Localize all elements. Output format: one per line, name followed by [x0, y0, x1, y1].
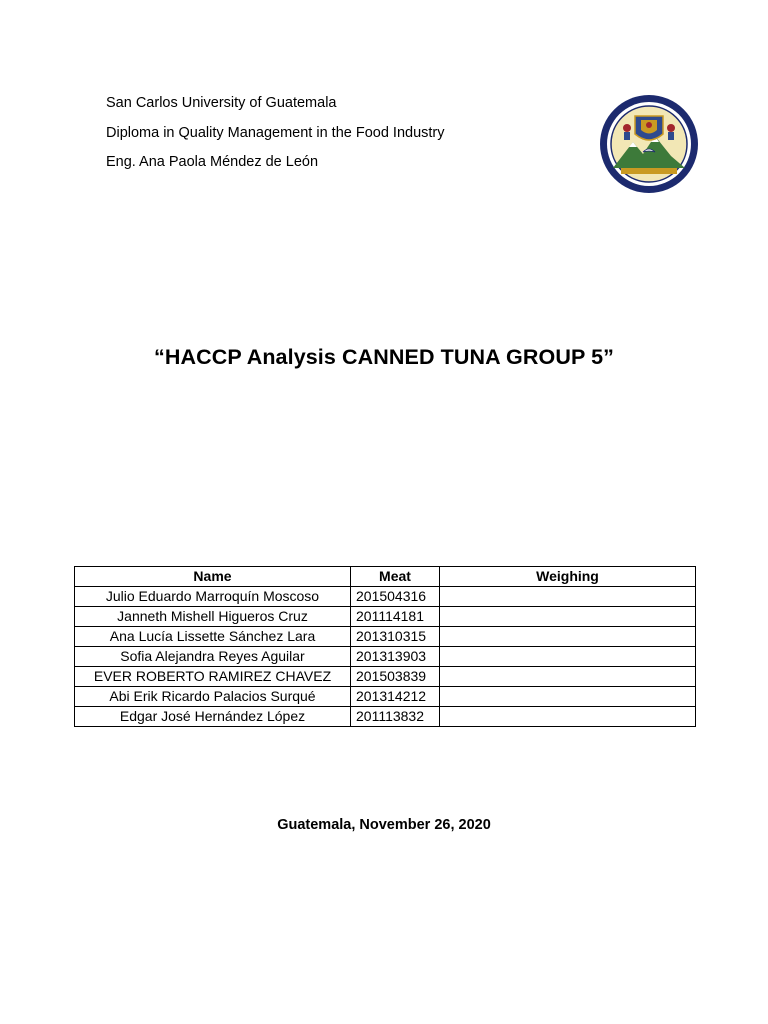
university-seal-icon: [599, 94, 699, 194]
table-row: [75, 587, 696, 607]
member-name: Julio Eduardo Marroquín Moscoso: [75, 587, 351, 607]
member-meat: 201114181: [351, 607, 440, 627]
date-line: Guatemala, November 26, 2020: [277, 817, 491, 833]
member-name: Edgar José Hernández López: [75, 707, 351, 727]
member-name: Ana Lucía Lissette Sánchez Lara: [75, 627, 351, 647]
member-weighing: [440, 607, 696, 627]
table-row: [75, 667, 696, 687]
table-row: [75, 687, 696, 707]
member-weighing: [440, 707, 696, 727]
column-header-name: Name: [75, 567, 351, 587]
member-weighing: [440, 687, 696, 707]
member-weighing: [440, 667, 696, 687]
member-meat: 201113832: [351, 707, 440, 727]
member-weighing: [440, 627, 696, 647]
member-weighing: [440, 587, 696, 607]
member-name: EVER ROBERTO RAMIREZ CHAVEZ: [75, 667, 351, 687]
member-name: Abi Erik Ricardo Palacios Surqué: [75, 687, 351, 707]
table-header-row: [75, 567, 696, 587]
document-title: “HACCP Analysis CANNED TUNA GROUP 5”: [154, 345, 614, 369]
member-meat: 201310315: [351, 627, 440, 647]
university-name: San Carlos University of Guatemala: [106, 95, 337, 111]
column-header-meat: Meat: [351, 567, 440, 587]
group-members-table: [74, 566, 696, 727]
document-header: [106, 89, 445, 178]
member-meat: 201504316: [351, 587, 440, 607]
member-meat: 201314212: [351, 687, 440, 707]
member-weighing: [440, 647, 696, 667]
table-row: [75, 607, 696, 627]
instructor-name: Eng. Ana Paola Méndez de León: [106, 154, 319, 170]
member-name: Sofia Alejandra Reyes Aguilar: [75, 647, 351, 667]
member-name: Janneth Mishell Higueros Cruz: [75, 607, 351, 627]
table-row: [75, 627, 696, 647]
table-row: [75, 647, 696, 667]
member-meat: 201313903: [351, 647, 440, 667]
member-meat: 201503839: [351, 667, 440, 687]
program-name: Diploma in Quality Management in the Food Industry: [106, 124, 445, 141]
table-row: [75, 707, 696, 727]
column-header-weighing: Weighing: [440, 567, 696, 587]
